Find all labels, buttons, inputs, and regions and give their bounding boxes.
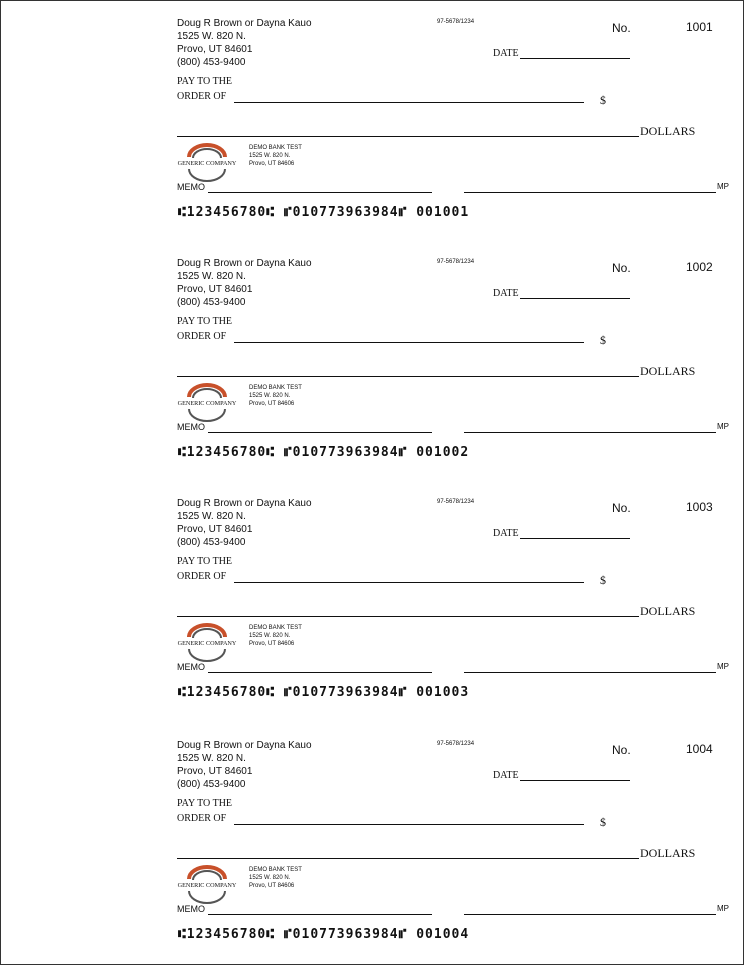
company-logo	[175, 863, 239, 905]
memo-label: MEMO	[177, 182, 205, 192]
amount-words-field[interactable]	[177, 616, 639, 617]
payer-address: 1525 W. 820 N.	[177, 511, 246, 522]
signature-field[interactable]	[464, 914, 716, 915]
payer-address: 1525 W. 820 N.	[177, 31, 246, 42]
bank-address: 1525 W. 820 N.	[249, 153, 291, 159]
micr-line: ⑆123456780⑆ ⑈010773963984⑈ 001001	[178, 205, 470, 220]
order-of-label: ORDER OF	[177, 571, 227, 582]
company-logo	[175, 381, 239, 423]
payer-city: Provo, UT 84601	[177, 524, 253, 535]
company-logo	[175, 141, 239, 183]
memo-label: MEMO	[177, 904, 205, 914]
payer-address: 1525 W. 820 N.	[177, 271, 246, 282]
payer-city: Provo, UT 84601	[177, 284, 253, 295]
bank-name: DEMO BANK TEST	[249, 867, 302, 873]
payer-phone: (800) 453-9400	[177, 779, 246, 790]
date-field[interactable]	[520, 58, 630, 59]
dollar-sign: $	[600, 93, 606, 107]
routing-fraction: 97-5678/1234	[437, 259, 475, 265]
payer-address: 1525 W. 820 N.	[177, 753, 246, 764]
dollars-label: DOLLARS	[640, 364, 696, 378]
payer-city: Provo, UT 84601	[177, 766, 253, 777]
memo-label: MEMO	[177, 662, 205, 672]
order-of-label: ORDER OF	[177, 813, 227, 824]
logo-lettering: GENERIC COMPANY	[177, 400, 237, 407]
memo-field[interactable]	[208, 914, 432, 915]
dollars-label: DOLLARS	[640, 846, 696, 860]
dollar-sign: $	[600, 333, 606, 347]
mp-label: MP	[717, 904, 729, 913]
micr-line: ⑆123456780⑆ ⑈010773963984⑈ 001002	[178, 445, 470, 460]
bank-name: DEMO BANK TEST	[249, 385, 302, 391]
bank-address: 1525 W. 820 N.	[249, 875, 291, 881]
signature-field[interactable]	[464, 432, 716, 433]
routing-fraction: 97-5678/1234	[437, 499, 475, 505]
bank-city: Provo, UT 84606	[249, 641, 295, 647]
payee-field[interactable]	[234, 824, 584, 825]
check-1004	[1, 723, 743, 963]
payer-block	[177, 257, 312, 309]
check-number: 1003	[686, 500, 713, 514]
payer-name: Doug R Brown or Dayna Kauo	[177, 258, 312, 269]
bank-city: Provo, UT 84606	[249, 161, 295, 167]
signature-field[interactable]	[464, 192, 716, 193]
payer-block	[177, 739, 312, 791]
check-number-label: No.	[612, 261, 631, 275]
date-label: DATE	[493, 288, 519, 299]
payer-phone: (800) 453-9400	[177, 537, 246, 548]
mp-label: MP	[717, 422, 729, 431]
check-number: 1001	[686, 20, 713, 34]
check-number: 1002	[686, 260, 713, 274]
check-1001	[1, 1, 743, 241]
logo-lettering: GENERIC COMPANY	[177, 160, 237, 167]
bank-city: Provo, UT 84606	[249, 883, 295, 889]
payer-city: Provo, UT 84601	[177, 44, 253, 55]
dollars-label: DOLLARS	[640, 604, 696, 618]
check-1002	[1, 241, 743, 481]
amount-words-field[interactable]	[177, 376, 639, 377]
amount-words-field[interactable]	[177, 858, 639, 859]
micr-line: ⑆123456780⑆ ⑈010773963984⑈ 001004	[178, 927, 470, 942]
logo-lettering: GENERIC COMPANY	[177, 640, 237, 647]
payer-name: Doug R Brown or Dayna Kauo	[177, 18, 312, 29]
check-number-label: No.	[612, 743, 631, 757]
payer-block	[177, 17, 312, 69]
payee-field[interactable]	[234, 102, 584, 103]
pay-to-label: PAY TO THE	[177, 798, 233, 809]
date-label: DATE	[493, 528, 519, 539]
pay-to-label: PAY TO THE	[177, 76, 233, 87]
memo-label: MEMO	[177, 422, 205, 432]
dollar-sign: $	[600, 573, 606, 587]
logo-lettering: GENERIC COMPANY	[177, 882, 237, 889]
payee-field[interactable]	[234, 342, 584, 343]
signature-field[interactable]	[464, 672, 716, 673]
check-1003	[1, 481, 743, 721]
bank-block	[249, 866, 302, 890]
bank-name: DEMO BANK TEST	[249, 625, 302, 631]
check-number: 1004	[686, 742, 713, 756]
bank-block	[249, 624, 302, 648]
routing-fraction: 97-5678/1234	[437, 19, 475, 25]
order-of-label: ORDER OF	[177, 331, 227, 342]
company-logo	[175, 621, 239, 663]
memo-field[interactable]	[208, 192, 432, 193]
mp-label: MP	[717, 182, 729, 191]
dollar-sign: $	[600, 815, 606, 829]
bank-name: DEMO BANK TEST	[249, 145, 302, 151]
payee-field[interactable]	[234, 582, 584, 583]
payer-phone: (800) 453-9400	[177, 57, 246, 68]
mp-label: MP	[717, 662, 729, 671]
dollars-label: DOLLARS	[640, 124, 696, 138]
date-label: DATE	[493, 770, 519, 781]
pay-to-label: PAY TO THE	[177, 556, 233, 567]
bank-block	[249, 144, 302, 168]
date-field[interactable]	[520, 538, 630, 539]
bank-block	[249, 384, 302, 408]
date-field[interactable]	[520, 298, 630, 299]
bank-address: 1525 W. 820 N.	[249, 633, 291, 639]
micr-line: ⑆123456780⑆ ⑈010773963984⑈ 001003	[178, 685, 470, 700]
date-label: DATE	[493, 48, 519, 59]
amount-words-field[interactable]	[177, 136, 639, 137]
check-number-label: No.	[612, 501, 631, 515]
date-field[interactable]	[520, 780, 630, 781]
payer-block	[177, 497, 312, 549]
memo-field[interactable]	[208, 432, 432, 433]
bank-address: 1525 W. 820 N.	[249, 393, 291, 399]
routing-fraction: 97-5678/1234	[437, 741, 475, 747]
payer-phone: (800) 453-9400	[177, 297, 246, 308]
check-number-label: No.	[612, 21, 631, 35]
pay-to-label: PAY TO THE	[177, 316, 233, 327]
payer-name: Doug R Brown or Dayna Kauo	[177, 740, 312, 751]
bank-city: Provo, UT 84606	[249, 401, 295, 407]
order-of-label: ORDER OF	[177, 91, 227, 102]
memo-field[interactable]	[208, 672, 432, 673]
payer-name: Doug R Brown or Dayna Kauo	[177, 498, 312, 509]
